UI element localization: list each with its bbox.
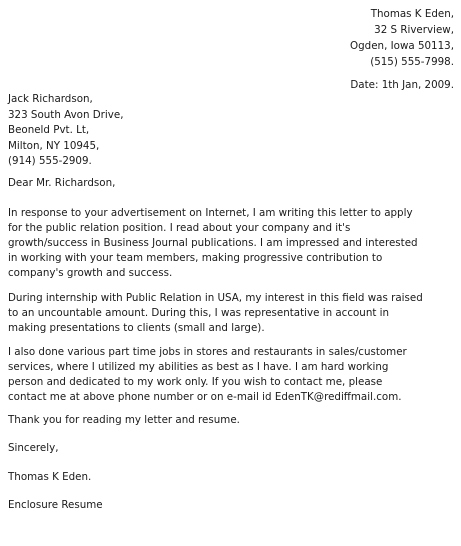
paragraph-1 xyxy=(8,206,458,281)
recipient-company: Beoneld Pvt. Lt, xyxy=(8,124,90,136)
recipient-street: 323 South Avon Drive, xyxy=(8,108,124,121)
signature: Thomas K Eden. xyxy=(8,471,92,483)
recipient-address xyxy=(8,92,123,170)
sender-phone: (515) 555-7998. xyxy=(370,56,454,68)
sender-city: Ogden, Iowa 50113, xyxy=(350,40,454,52)
letter-date: Date: 1th Jan, 2009. xyxy=(350,79,454,91)
paragraph-line: for the public relation position. I read about your company and it's xyxy=(8,222,351,234)
paragraph-line: person and dedicated to my work only. If you wish to contact me, please xyxy=(8,376,383,388)
paragraph-line: In response to your advertisement on Internet, I am writing this letter to apply xyxy=(8,207,413,219)
recipient-name: Jack Richardson, xyxy=(8,93,93,105)
sender-address xyxy=(350,6,454,70)
thanks-line: Thank you for reading my letter and resume. xyxy=(8,414,240,426)
paragraph-3 xyxy=(8,345,458,405)
paragraph-line: contact me at above phone number or on e-mail id EdenTK@rediffmail.com. xyxy=(8,391,402,403)
paragraph-line: I also done various part time jobs in stores and restaurants in sales/customer xyxy=(8,346,407,358)
salutation: Dear Mr. Richardson, xyxy=(8,177,116,189)
paragraph-2 xyxy=(8,291,458,336)
paragraph-line: services, where I utilized my abilities as best as I have. I am hard working xyxy=(8,361,389,373)
paragraph-line: to an uncountable amount. During this, I was representative in account in xyxy=(8,307,390,319)
enclosure: Enclosure Resume xyxy=(8,499,103,511)
sender-name: Thomas K Eden, xyxy=(370,8,454,20)
paragraph-line: During internship with Public Relation in USA, my interest in this field was raised xyxy=(8,292,423,304)
recipient-phone: (914) 555-2909. xyxy=(8,155,92,167)
paragraph-line: in working with your team members, making progressive contribution to xyxy=(8,252,383,264)
paragraph-line: making presentations to clients (small and large). xyxy=(8,322,265,334)
paragraph-line: company's growth and success. xyxy=(8,267,173,279)
recipient-city: Milton, NY 10945, xyxy=(8,139,100,152)
sender-street: 32 S Riverview, xyxy=(374,24,454,36)
paragraph-line: growth/success in Business Journal publications. I am impressed and interested xyxy=(8,237,418,249)
closing: Sincerely, xyxy=(8,442,59,454)
